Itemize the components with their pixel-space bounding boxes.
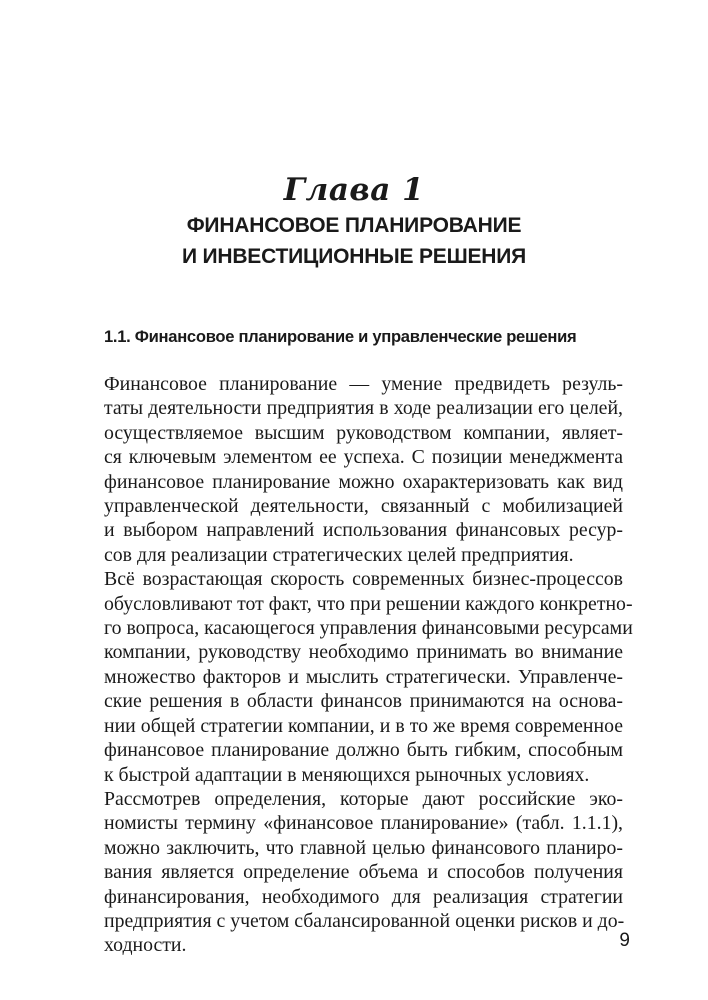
paragraph-3 [83,787,623,958]
body-text [83,372,633,958]
text-line: предприятия с учетом сбалансированной оценки рисков и до- [104,909,625,932]
text-line: обусловливают тот факт, что при решении каждого конкретно- [104,592,633,615]
text-line: управленческой деятельности, связанный с мобилизацией [104,495,623,518]
text-line: ходности. [104,934,187,957]
text-line: нии общей стратегии компании, и в то же время современное [104,714,623,737]
chapter-title-line: И ИНВЕСТИЦИОННЫЕ РЕШЕНИЯ [181,245,527,268]
text-line: финансовое планирование должно быть гибким, способным [104,739,623,762]
section-title: 1.1. Финансовое планирование и управленческие решения [104,327,577,346]
text-line: к быстрой адаптации в меняющихся рыночных условиях. [104,763,590,786]
text-line: сов для реализации стратегических целей предприятия. [104,543,574,566]
chapter-title-line: ФИНАНСОВОЕ ПЛАНИРОВАНИЕ [186,214,522,237]
text-line: го вопроса, касающегося управления финансовыми ресурсами [104,617,633,640]
text-line: компании, руководству необходимо принимать во внимание [104,641,623,664]
text-line: ские решения в области финансов принимаются на основа- [104,690,623,713]
text-line: Финансовое планирование — умение предвидеть резуль- [104,373,623,395]
text-line: Рассмотрев определения, которые дают российские эко- [104,787,623,810]
text-line: ся ключевым элементом ее успеха. С позиции менеджмента [104,446,623,469]
text-line: Всё возрастающая скорость современных бизнес-процессов [104,568,623,591]
text-line: множество факторов и мыслить стратегически. Управленче- [104,665,623,688]
text-line: таты деятельности предприятия в ходе реализации его целей, [104,397,623,420]
paragraph-1 [83,372,623,567]
text-line: и выбором направлений использования финансовых ресур- [104,519,623,542]
paragraph-2 [83,567,633,787]
text-line: финансирования, необходимого для реализация стратегии [104,885,623,908]
text-line: осуществляемое высшим руководством компании, являет- [104,421,623,444]
text-line: можно заключить, что главной целью финансового планиро- [104,836,623,859]
page-number: 9 [619,930,630,951]
text-line: финансовое планирование можно охарактеризовать как вид [104,470,623,493]
text-line: номисты термину «финансовое планирование» (табл. 1.1.1), [104,812,623,835]
chapter-label: Глава 1 [283,172,425,208]
text-line: вания является определение объема и способов получения [104,861,623,884]
chapter-title [0,210,708,272]
